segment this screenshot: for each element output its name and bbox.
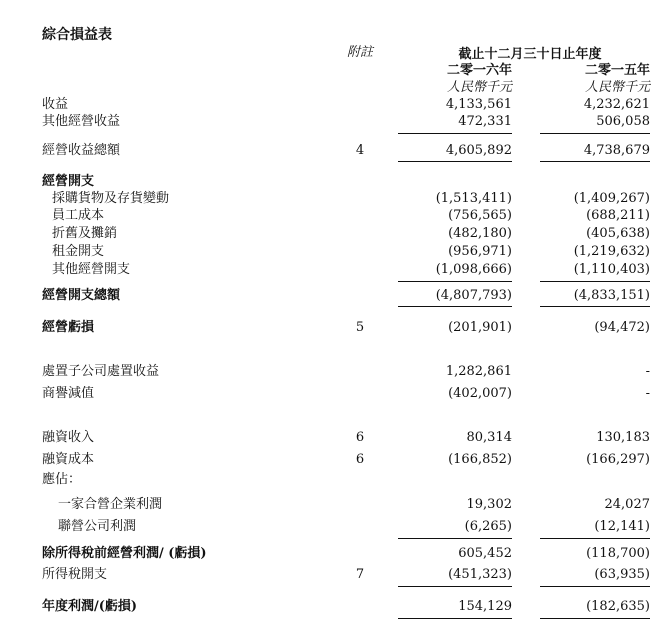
row-current-value: (166,852)	[448, 452, 512, 467]
row-label: 商譽減值	[42, 386, 95, 401]
row-note: 4	[355, 143, 365, 158]
row-label: 融資成本	[42, 452, 95, 467]
subtotal-rule	[540, 133, 650, 134]
row-label: 折舊及攤銷	[52, 226, 118, 241]
row-current-value: 80,314	[466, 430, 512, 445]
subtotal-rule	[398, 133, 512, 134]
subtotal-rule	[540, 281, 650, 282]
row-note: 7	[355, 567, 365, 582]
row-label: 員工成本	[52, 208, 105, 223]
row-prior-value: 130,183	[596, 430, 650, 445]
row-prior-value: 506,058	[596, 114, 650, 129]
unit-prior-header: 人民幣千元	[584, 80, 650, 95]
subtotal-rule	[398, 586, 512, 587]
row-current-value: (451,323)	[448, 567, 512, 582]
total-rule	[398, 618, 512, 619]
row-label: 應佔：	[42, 472, 82, 487]
row-label: 一家合營企業利潤	[58, 497, 163, 512]
row-prior-value: (405,638)	[586, 226, 650, 241]
subtotal-rule	[398, 538, 512, 539]
total-rule	[398, 306, 512, 307]
row-prior-value: 4,738,679	[583, 143, 650, 158]
row-current-value: (756,565)	[448, 208, 512, 223]
row-label: 其他經營收益	[42, 114, 121, 129]
year-current-header: 二零一六年	[446, 63, 512, 78]
row-prior-value: (118,700)	[586, 546, 650, 561]
row-label: 採購貨物及存貨變動	[52, 191, 170, 206]
row-label: 處置子公司處置收益	[42, 364, 160, 379]
row-prior-value: (166,297)	[586, 452, 650, 467]
row-label: 年度利潤/(虧損)	[42, 599, 138, 614]
row-prior-value: (4,833,151)	[573, 288, 650, 303]
row-current-value: 154,129	[458, 599, 512, 614]
section-heading: 經營開支	[42, 174, 95, 189]
row-label: 其他經營開支	[52, 262, 131, 277]
row-prior-value: 4,232,621	[583, 97, 650, 112]
row-prior-value: (12,141)	[594, 519, 650, 534]
row-prior-value: (63,935)	[594, 567, 650, 582]
row-label: 收益	[42, 97, 69, 112]
row-label: 經營開支總額	[42, 288, 121, 303]
row-prior-value: (1,110,403)	[573, 262, 650, 277]
row-label: 融資收入	[42, 430, 95, 445]
row-prior-value: (182,635)	[586, 599, 650, 614]
total-rule	[540, 618, 650, 619]
unit-current-header: 人民幣千元	[446, 80, 512, 95]
row-prior-value: 24,027	[604, 497, 650, 512]
row-prior-value: (1,409,267)	[573, 191, 650, 206]
statement-title: 綜合損益表	[42, 27, 112, 43]
row-prior-value: (1,219,632)	[573, 244, 650, 259]
row-current-value: (402,007)	[448, 386, 512, 401]
row-prior-value: -	[645, 386, 650, 401]
row-note: 6	[355, 430, 365, 445]
row-prior-value: -	[645, 364, 650, 379]
total-rule	[540, 306, 650, 307]
row-label: 聯營公司利潤	[58, 519, 137, 534]
row-label: 經營收益總額	[42, 143, 121, 158]
row-note: 5	[355, 320, 365, 335]
row-current-value: (201,901)	[448, 320, 512, 335]
row-current-value: (1,098,666)	[435, 262, 512, 277]
subtotal-rule	[540, 586, 650, 587]
row-label: 經營虧損	[42, 320, 95, 335]
row-current-value: (1,513,411)	[435, 191, 512, 206]
row-note: 6	[355, 452, 365, 467]
row-current-value: 4,605,892	[445, 143, 512, 158]
row-label: 除所得稅前經營利潤/ (虧損)	[42, 546, 207, 561]
row-label: 所得稅開支	[42, 567, 108, 582]
note-column-header: 附註	[346, 45, 373, 60]
row-current-value: 19,302	[466, 497, 512, 512]
row-current-value: 1,282,861	[445, 364, 512, 379]
row-prior-value: (94,472)	[594, 320, 650, 335]
row-prior-value: (688,211)	[586, 208, 650, 223]
year-prior-header: 二零一五年	[584, 63, 650, 78]
row-current-value: (956,971)	[448, 244, 512, 259]
subtotal-rule	[398, 281, 512, 282]
total-rule	[398, 161, 512, 162]
row-current-value: (6,265)	[464, 519, 512, 534]
total-rule	[540, 161, 650, 162]
row-current-value: 472,331	[458, 114, 512, 129]
row-current-value: (482,180)	[448, 226, 512, 241]
row-current-value: 4,133,561	[445, 97, 512, 112]
subtotal-rule	[540, 538, 650, 539]
period-header: 截止十二月三十日止年度	[458, 47, 602, 62]
row-current-value: 605,452	[458, 546, 512, 561]
row-current-value: (4,807,793)	[435, 288, 512, 303]
row-label: 租金開支	[52, 244, 105, 259]
